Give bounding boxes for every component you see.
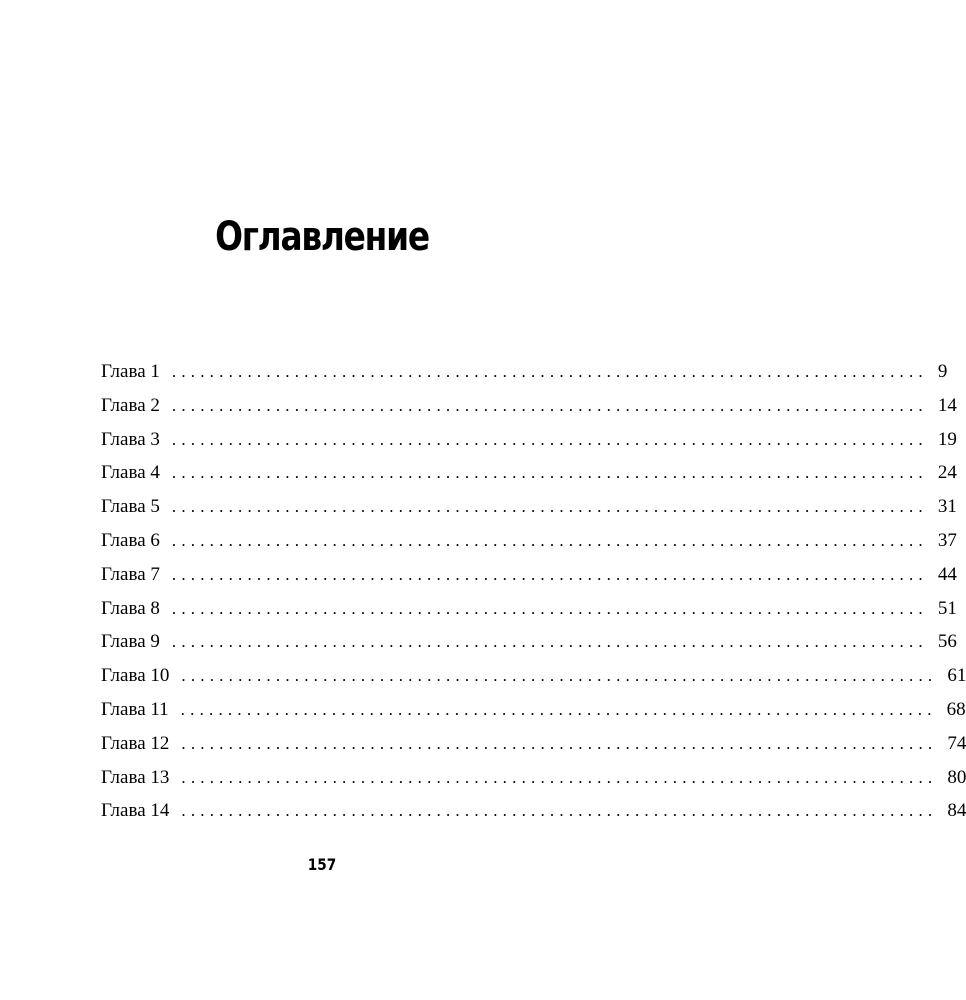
toc-dot-leader: ................................................................................ xyxy=(180,699,937,719)
toc-entry-page: 14 xyxy=(937,394,957,416)
toc-entry[interactable] xyxy=(101,524,957,558)
toc-entry[interactable] xyxy=(101,389,957,423)
toc-entry-label: Глава 6 xyxy=(101,529,160,551)
toc-dot-leader: ................................................................................ xyxy=(171,564,928,584)
toc-entry-page: 68 xyxy=(946,698,966,720)
toc-entry-page: 31 xyxy=(937,496,957,518)
page-title: Оглавление xyxy=(215,213,429,260)
toc-entry-label: Глава 4 xyxy=(101,462,160,484)
toc-dot-leader: ................................................................................ xyxy=(181,733,938,753)
toc-dot-leader: ................................................................................ xyxy=(171,632,928,652)
toc-entry[interactable] xyxy=(101,423,957,457)
toc-entry-page: 24 xyxy=(937,462,957,484)
page-number: 157 xyxy=(307,855,337,874)
toc-entry-page: 44 xyxy=(937,563,957,585)
toc-entry[interactable] xyxy=(101,456,957,490)
toc-entry[interactable] xyxy=(101,592,957,626)
toc-entry-page: 9 xyxy=(937,361,948,382)
toc-entry-page: 56 xyxy=(937,631,957,653)
toc-dot-leader: ................................................................................ xyxy=(171,395,928,415)
toc-entry-label: Глава 11 xyxy=(101,698,169,720)
toc-entry[interactable] xyxy=(101,761,966,795)
toc-entry-label: Глава 2 xyxy=(101,394,160,416)
toc-dot-leader: ................................................................................ xyxy=(171,497,928,517)
toc-entry-label: Глава 8 xyxy=(101,597,160,619)
toc-entry[interactable] xyxy=(101,727,966,761)
toc-entry-label: Глава 1 xyxy=(101,361,160,382)
toc-entry[interactable] xyxy=(101,355,948,389)
toc-dot-leader: ................................................................................ xyxy=(171,362,928,381)
toc-entry[interactable] xyxy=(101,794,966,828)
toc-entry-label: Глава 12 xyxy=(101,732,170,754)
toc-entry-page: 37 xyxy=(937,529,957,551)
toc-dot-leader: ................................................................................ xyxy=(181,801,938,821)
toc-entry-page: 80 xyxy=(947,766,966,788)
toc-entry-page: 84 xyxy=(947,800,966,822)
toc-dot-leader: ................................................................................ xyxy=(171,463,928,483)
toc-dot-leader: ................................................................................ xyxy=(171,530,928,550)
toc-entry-label: Глава 7 xyxy=(101,563,160,585)
toc-entry[interactable] xyxy=(101,558,957,592)
toc-entry[interactable] xyxy=(101,625,957,659)
toc-entry-label: Глава 14 xyxy=(101,800,170,822)
toc-entry-page: 19 xyxy=(937,428,957,450)
toc-entry[interactable] xyxy=(101,659,966,693)
table-of-contents xyxy=(101,355,966,828)
toc-entry-label: Глава 5 xyxy=(101,496,160,518)
toc-entry[interactable] xyxy=(101,490,957,524)
toc-dot-leader: ................................................................................ xyxy=(171,429,928,449)
toc-dot-leader: ................................................................................ xyxy=(171,598,928,618)
toc-entry-page: 61 xyxy=(947,665,966,687)
toc-entry-label: Глава 3 xyxy=(101,428,160,450)
toc-entry-page: 74 xyxy=(947,732,966,754)
toc-dot-leader: ................................................................................ xyxy=(181,767,938,787)
toc-entry[interactable] xyxy=(101,693,966,727)
toc-entry-page: 51 xyxy=(937,597,957,619)
toc-dot-leader: ................................................................................ xyxy=(181,666,938,686)
toc-entry-label: Глава 13 xyxy=(101,766,170,788)
toc-entry-label: Глава 10 xyxy=(101,665,170,687)
toc-entry-label: Глава 9 xyxy=(101,631,160,653)
